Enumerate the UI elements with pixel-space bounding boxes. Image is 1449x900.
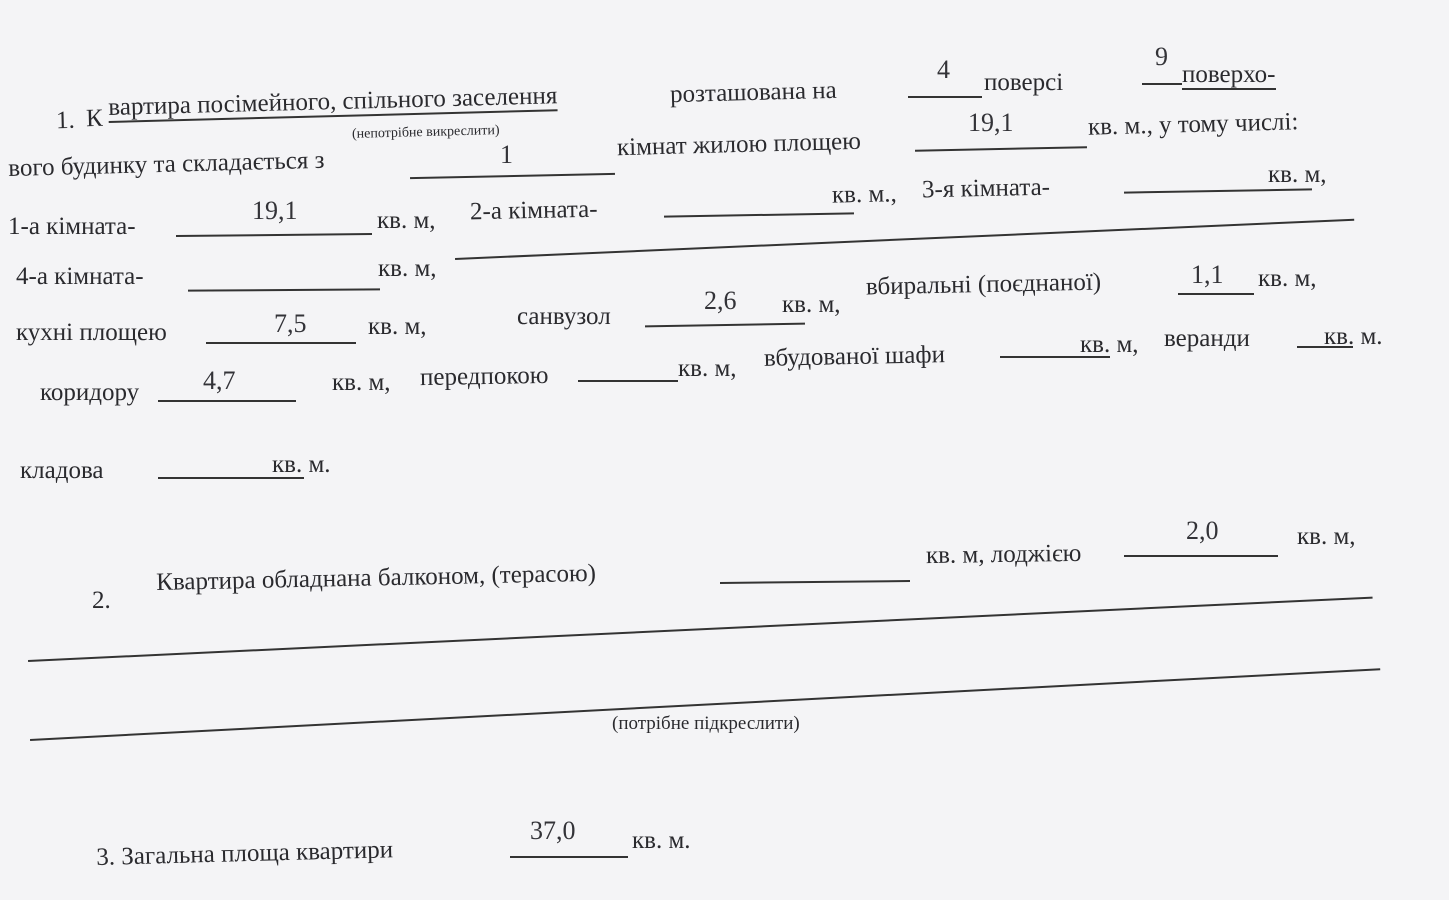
storage-unit: кв. м. [272,451,331,478]
wardrobe-label: вбудованої шафи [763,341,946,372]
toilet-unit: кв. м, [1258,265,1317,292]
toilet-value: 1,1 [1191,260,1224,289]
bathroom-label: санвузол [517,303,611,330]
kitchen-value: 7,5 [274,309,307,338]
item3-text: 3. Загальна площа квартири [95,836,394,871]
corridor-value: 4,7 [203,366,236,395]
storeys-value: 9 [1155,42,1168,71]
item2-text: Квартира обладнана балконом, (терасою) [155,559,597,596]
storeys-blank [1142,83,1182,85]
room4-label: 4-а кімната- [16,263,144,290]
room2-blank [664,212,854,217]
kitchen-unit: кв. м, [368,313,427,340]
living-area-unit: кв. м., у тому числі: [1087,108,1299,141]
balcony-unit: кв. м, лоджією [925,539,1082,570]
total-area-unit: кв. м. [632,827,691,854]
floor-value: 4 [937,55,950,84]
room3-unit: кв. м, [1268,161,1327,188]
located-on-text: розташована на [669,76,838,109]
bathroom-unit: кв. м, [782,291,841,318]
loggia-unit: кв. м, [1297,523,1356,550]
total-area-value: 37,0 [530,816,576,845]
veranda-label: веранди [1164,325,1250,352]
bathroom-blank [645,323,805,328]
room1-value: 19,1 [252,196,298,225]
rooms-blank [410,173,615,179]
hallway-unit: кв. м, [678,355,737,382]
toilet-label: вбиральні (поєднаної) [865,268,1102,301]
bathroom-value: 2,6 [704,286,737,315]
room3-label: 3-я кімната- [921,173,1051,204]
kitchen-label: кухні площею [16,319,167,346]
living-area-value: 19,1 [968,108,1014,137]
loggia-blank [1124,555,1278,557]
balcony-blank [720,580,910,584]
hallway-blank [578,380,678,382]
total-area-blank [510,856,628,858]
room1-unit: кв. м, [377,207,436,234]
living-area-blank [915,146,1087,152]
floor-label: поверсі [984,69,1064,96]
extra-line-1 [455,219,1354,260]
apartment-type-options: вартира посімейного, спільного заселення [107,82,558,121]
room4-unit: кв. м, [378,255,437,282]
building-consists-text: вого будинку та складається з [7,146,325,182]
strike-note: (непотрібне викреслити) [351,123,500,142]
room4-blank [188,288,380,291]
kitchen-blank [206,342,356,344]
underline-note: (потрібне підкреслити) [612,713,800,734]
toilet-blank [1178,293,1254,295]
corridor-label: коридору [40,379,140,406]
loggia-value: 2,0 [1186,516,1219,545]
room2-label: 2-а кімната- [469,195,598,226]
room1-label: 1-а кімната- [8,213,136,240]
storeys-label: поверхо- [1182,61,1276,88]
item2-number: 2. [92,587,111,614]
storage-label: кладова [20,457,104,484]
room3-blank [1124,188,1312,193]
veranda-unit: кв. м. [1324,323,1383,350]
wardrobe-unit: кв. м, [1080,331,1139,358]
item1-letter-k: К [85,104,104,133]
item1-number: 1. [55,106,76,135]
corridor-blank [158,400,296,402]
room1-blank [176,233,372,237]
hallway-label: передпокою [419,361,549,392]
floor-blank [908,96,982,98]
extra-line-2 [28,597,1373,662]
rooms-label: кімнат жилою площею [616,127,862,162]
corridor-unit: кв. м, [332,369,391,396]
room2-unit: кв. м., [831,180,898,209]
rooms-value: 1 [500,140,513,169]
